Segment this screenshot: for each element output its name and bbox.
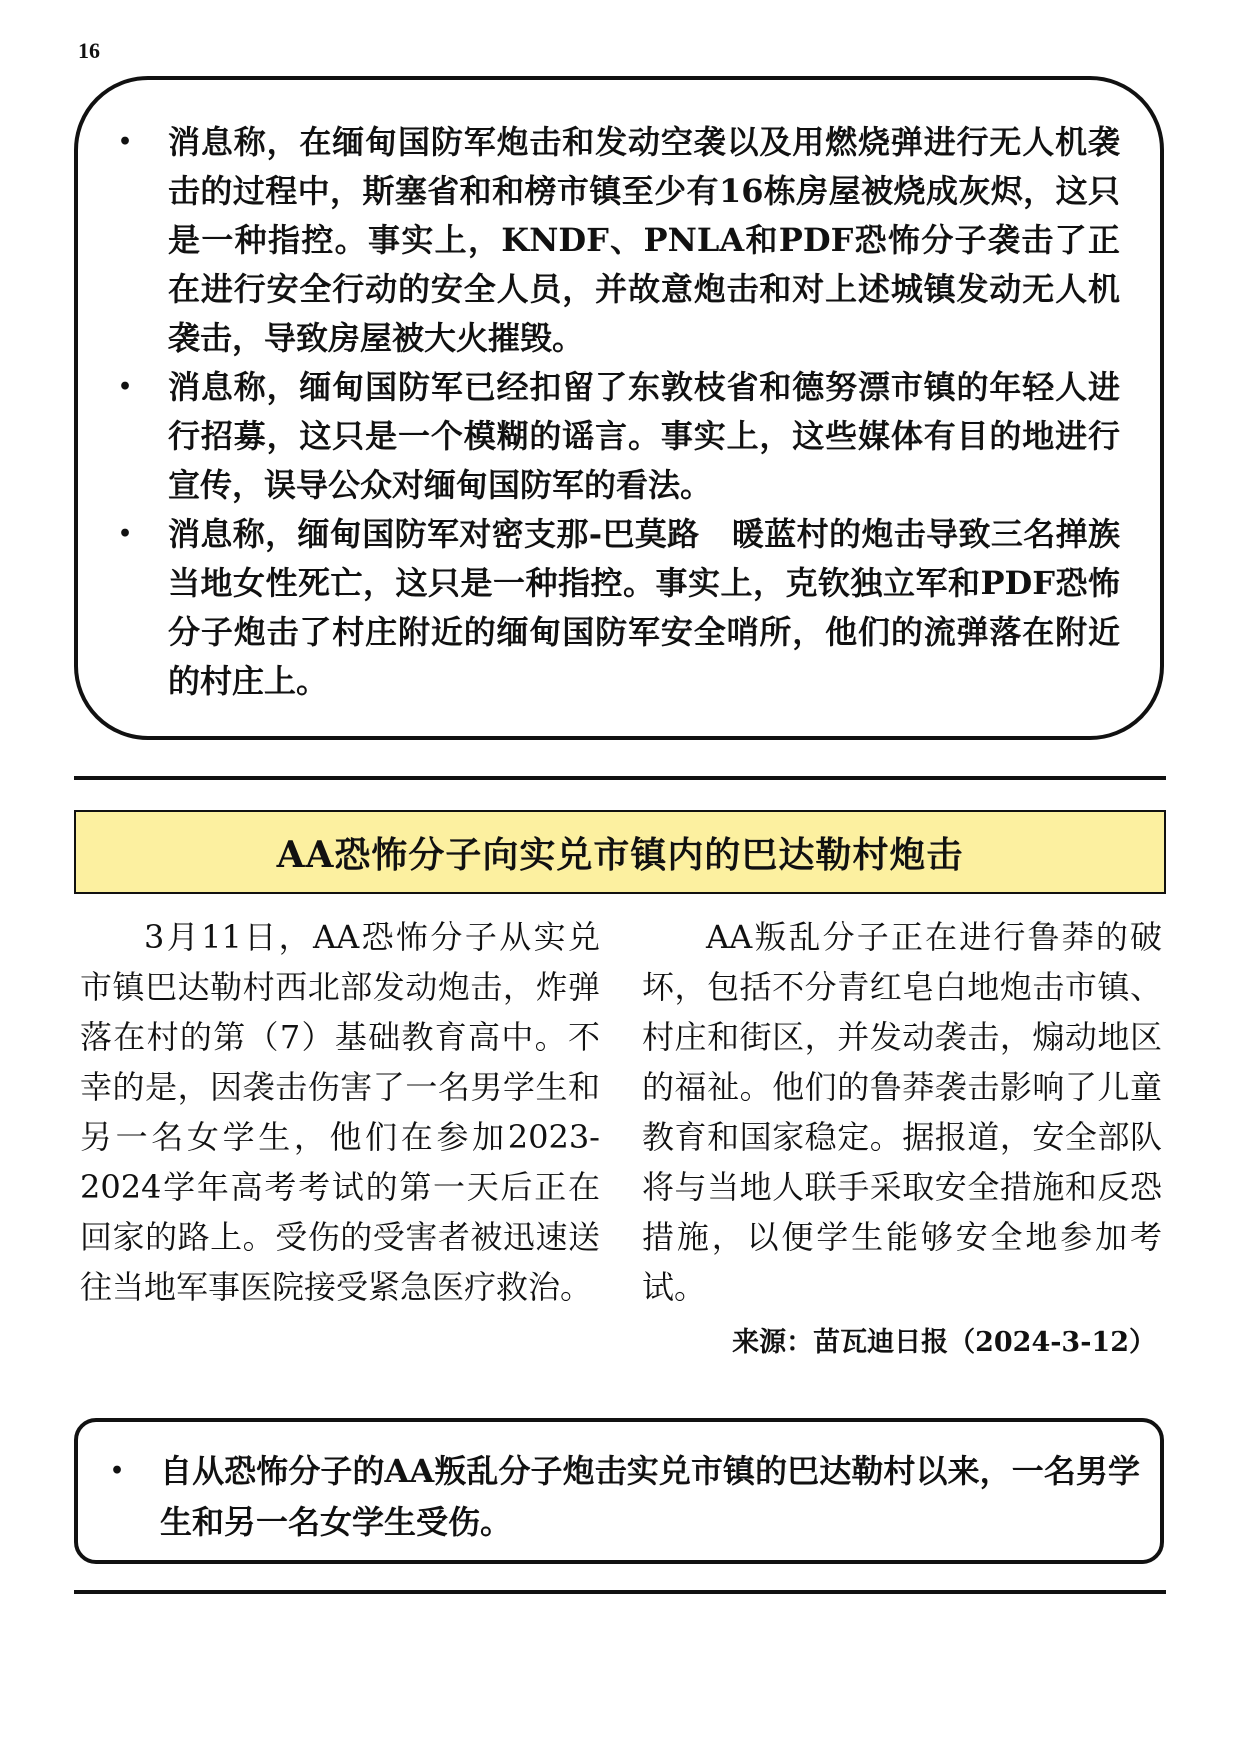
article-title-banner [74,810,1166,894]
bullet-icon: • [118,374,133,400]
summary-box [74,1418,1164,1564]
divider [74,1590,1166,1594]
article-column-right: AA叛乱分子正在进行鲁莽的破坏，包括不分青红皂白地炮击市镇、村庄和街区，并发动袭击，煽动地区的福祉。他们的鲁莽袭击影响了儿童教育和国家稳定。据报道，安全部队将与当地人联手采取安全措施和反恐措施，以便学生能够安全地参加考试。 [642,918,1162,1306]
list-item-text: 消息称，缅甸国防军对密支那-巴莫路 暖蓝村的炮击导致三名掸族当地女性死亡，这只是一种指控。事实上，克钦独立军和PDF恐怖分子炮击了村庄附近的缅甸国防军安全哨所，他们的流弹落在附近的村庄上。 [168,515,1120,700]
article-column-left: 3月11日，AA恐怖分子从实兑市镇巴达勒村西北部发动炮击，炸弹落在村的第（7）基础教育高中。不幸的是，因袭击伤害了一名男学生和另一名女学生，他们在参加2023-2024学年高考考试的第一天后正在回家的路上。受伤的受害者被迅速送往当地军事医院接受紧急医疗救治。 [80,918,600,1306]
list-item [110,1446,1140,1548]
fact-check-box-top [74,76,1164,740]
article-source: 来源：苗瓦迪日报（2024-3-12） [732,1327,1156,1358]
bullet-icon: • [118,129,133,155]
divider [74,776,1166,780]
list-item-text: 自从恐怖分子的AA叛乱分子炮击实兑市镇的巴达勒村以来，一名男学生和另一名女学生受伤。 [160,1452,1140,1541]
list-item [118,363,1120,510]
list-item [118,510,1120,706]
article-title: AA恐怖分子向实兑市镇内的巴达勒村炮击 [276,833,964,876]
page-number: 16 [78,38,100,63]
list-item-text: 消息称，在缅甸国防军炮击和发动空袭以及用燃烧弹进行无人机袭击的过程中，斯塞省和和榜市镇至少有16栋房屋被烧成灰烬，这只是一种指控。事实上，KNDF、PNLA和PDF恐怖分子袭击了正在进行安全行动的安全人员，并故意炮击和对上述城镇发动无人机袭击，导致房屋被大火摧毁。 [168,123,1120,357]
fact-check-list [118,118,1120,706]
bullet-icon: • [118,521,133,547]
summary-list [110,1446,1140,1548]
bullet-icon: • [110,1458,125,1484]
list-item-text: 消息称，缅甸国防军已经扣留了东敦枝省和德努漂市镇的年轻人进行招募，这只是一个模糊的谣言。事实上，这些媒体有目的地进行宣传，误导公众对缅甸国防军的看法。 [168,368,1120,504]
list-item [118,118,1120,363]
